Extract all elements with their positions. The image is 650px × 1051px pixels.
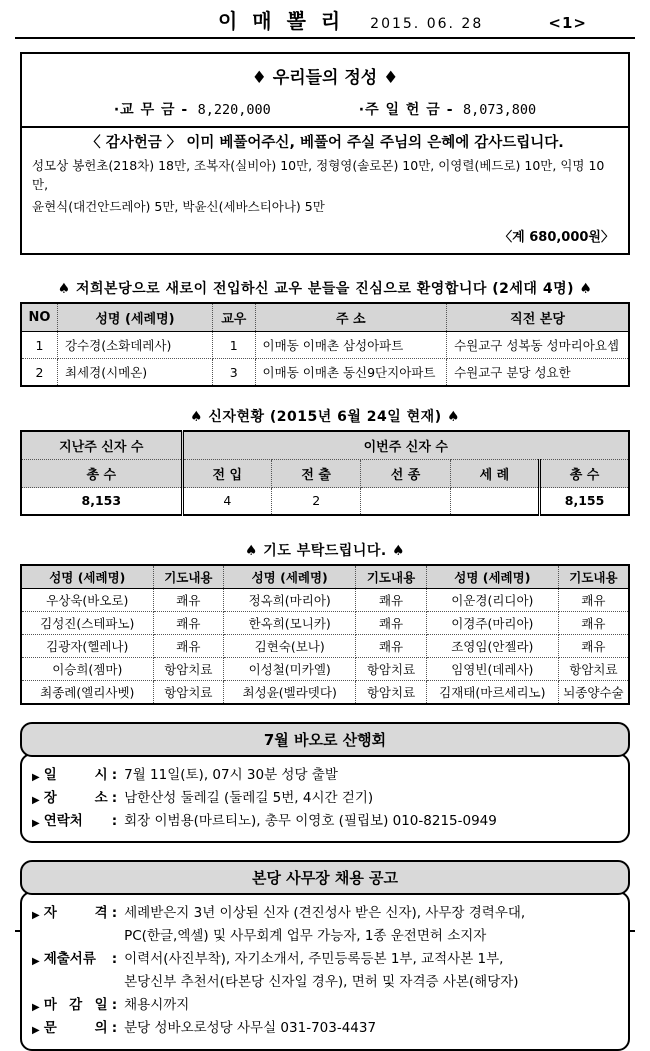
- welcome-header-row: [21, 303, 629, 332]
- detail-row-deadline: [32, 994, 616, 1017]
- welcome-table: [20, 302, 630, 387]
- thanks-offering-heading: 〈 감사헌금 〉 이미 베풀어주신, 베풀어 주실 주님의 은혜에 감사드립니다.: [86, 135, 564, 151]
- status-value-row: [21, 488, 629, 515]
- detail-value: 채용시까지: [124, 997, 190, 1014]
- bullet-icon: ▶: [32, 1002, 40, 1014]
- colon-separator: :: [111, 789, 118, 806]
- page-content: [0, 52, 650, 1051]
- cell: 최세경(시메온): [57, 359, 212, 387]
- col-header: 지난주 신자 수: [21, 431, 182, 460]
- colon-separator: :: [111, 1020, 118, 1037]
- recruit-announcement-box: [20, 860, 630, 1051]
- col-header: 이번주 신자 수: [182, 431, 629, 460]
- offering-amounts: [22, 90, 628, 126]
- col-header: 기도내용: [153, 565, 224, 589]
- table-row: [21, 611, 629, 634]
- cell: [450, 488, 539, 515]
- cell: 8,155: [540, 488, 629, 515]
- cell: 1: [213, 332, 256, 359]
- thanks-total: 〈계 680,000원〉: [499, 230, 614, 246]
- bulletin-title: 이 매 뽈 리: [218, 9, 345, 33]
- detail-row-place: [32, 787, 616, 810]
- cell: 뇌종양수술: [558, 680, 629, 704]
- cell: 쾌유: [356, 588, 427, 611]
- col-header: 전 출: [271, 460, 360, 488]
- prayer-table: [20, 564, 630, 705]
- cell: 8,153: [21, 488, 182, 515]
- colon-separator: :: [111, 997, 118, 1014]
- sunday-value: 8,073,800: [462, 102, 537, 118]
- cell: 2: [21, 359, 57, 387]
- detail-label: 장 소: [43, 789, 108, 806]
- cell: 임영빈(데레사): [426, 657, 558, 680]
- cell: 이성철(미카엘): [224, 657, 356, 680]
- sunday-amount: [359, 99, 536, 119]
- detail-value-line: 이력서(사진부착), 자기소개서, 주민등록등본 1부, 교적사본 1부,: [124, 951, 504, 968]
- recruit-box-body: [20, 891, 630, 1051]
- table-row: [21, 588, 629, 611]
- colon-separator: :: [111, 812, 118, 829]
- cell: 최성윤(벨라뎃다): [224, 680, 356, 704]
- cell: 쾌유: [558, 634, 629, 657]
- cell: 3: [213, 359, 256, 387]
- cell: 우상욱(바오로): [21, 588, 153, 611]
- cell: 김성진(스테파노): [21, 611, 153, 634]
- cell: 이승희(젬마): [21, 657, 153, 680]
- cell: 쾌유: [356, 611, 427, 634]
- col-header: 주 소: [255, 303, 447, 332]
- detail-value-line: 본당신부 추천서(타본당 신자일 경우), 면허 및 자격증 사본(해당자): [124, 974, 519, 991]
- dues-label: ·교 무 금 -: [113, 102, 189, 118]
- col-header: 성명 (세례명): [21, 565, 153, 589]
- detail-value: [124, 902, 616, 948]
- cell: 정옥희(마리아): [224, 588, 356, 611]
- cell: 강수경(소화데레사): [57, 332, 212, 359]
- cell: 쾌유: [558, 588, 629, 611]
- detail-label: 마 감 일: [43, 997, 108, 1014]
- cell: 김광자(헬레나): [21, 634, 153, 657]
- prayer-header-row: [21, 565, 629, 589]
- cell: 쾌유: [153, 634, 224, 657]
- col-header: 직전 본당: [447, 303, 629, 332]
- detail-row-datetime: [32, 764, 616, 787]
- prayer-heading: ♠ 기도 부탁드립니다. ♠: [244, 542, 406, 559]
- detail-value: 7월 11일(토), 07시 30분 성당 출발: [124, 766, 338, 783]
- thanks-donors-line: 성모상 봉헌초(218차) 18만, 조복자(실비아) 10만, 정형영(솔로몬) 10만, 이영렬(베드로) 10만, 익명 10만,: [32, 158, 605, 193]
- col-header: NO: [21, 303, 57, 332]
- bullet-icon: ▶: [32, 910, 40, 922]
- cell: 항암치료: [153, 680, 224, 704]
- hiking-box-title: 7월 바오로 산행회: [20, 722, 630, 757]
- col-header: 기도내용: [558, 565, 629, 589]
- cell: 한옥희(모니카): [224, 611, 356, 634]
- masthead: [15, 0, 635, 39]
- cell: 2: [271, 488, 360, 515]
- cell: 수원교구 성복동 성마리아요셉: [447, 332, 629, 359]
- welcome-heading: ♠ 저희본당으로 새로이 전입하신 교우 분들을 진심으로 환영합니다 (2세대 4명) ♠: [57, 281, 593, 298]
- hiking-announcement-box: [20, 722, 630, 844]
- bullet-icon: ▶: [32, 817, 40, 829]
- cell: 4: [182, 488, 271, 515]
- cell: 최종례(엘리사벳): [21, 680, 153, 704]
- detail-label: 연락처: [43, 812, 83, 829]
- table-row: [21, 332, 629, 359]
- table-row: [21, 359, 629, 387]
- cell: 항암치료: [558, 657, 629, 680]
- bullet-icon: ▶: [32, 771, 40, 783]
- issue-date: 2015. 06. 28: [370, 16, 484, 32]
- cell: 항암치료: [356, 657, 427, 680]
- cell: 쾌유: [153, 611, 224, 634]
- page-number: <1>: [548, 14, 587, 32]
- col-header: 총 수: [21, 460, 182, 488]
- detail-label: 자 격: [43, 905, 108, 922]
- offering-title: ♦ 우리들의 정성 ♦: [251, 68, 399, 88]
- cell: 수원교구 분당 성요한: [447, 359, 629, 387]
- detail-value-line: PC(한글,엑셀) 및 사무회계 업무 가능자, 1종 운전면허 소지자: [124, 928, 487, 945]
- colon-separator: :: [111, 951, 118, 968]
- thanks-offering-section: [22, 126, 628, 253]
- cell: 김현숙(보나): [224, 634, 356, 657]
- detail-value-line: 세례받은지 3년 이상된 신자 (견진성사 받은 신자), 사무장 경력우대,: [124, 905, 526, 922]
- dues-amount: [114, 99, 271, 119]
- detail-row-contact: [32, 810, 616, 833]
- status-group-header-row: [21, 431, 629, 460]
- cell: [361, 488, 450, 515]
- hiking-box-body: [20, 753, 630, 844]
- status-sub-header-row: [21, 460, 629, 488]
- detail-label: 일 시: [43, 766, 108, 783]
- status-heading: ♠ 신자현황 (2015년 6월 24일 현재) ♠: [189, 409, 461, 426]
- recruit-box-title: 본당 사무장 채용 공고: [20, 860, 630, 895]
- detail-value: [124, 948, 616, 994]
- thanks-donors-line: 윤현식(대건안드레아) 5만, 박윤신(세바스티아나) 5만: [32, 198, 325, 214]
- detail-label: 문 의: [43, 1020, 108, 1037]
- cell: 이매동 이매촌 동신9단지아파트: [255, 359, 447, 387]
- status-table: [20, 430, 630, 516]
- cell: 항암치료: [153, 657, 224, 680]
- sunday-label: ·주 일 헌 금 -: [358, 102, 454, 118]
- detail-row-qualification: [32, 902, 616, 948]
- col-header: 총 수: [540, 460, 629, 488]
- table-row: [21, 680, 629, 704]
- cell: 조영임(안젤라): [426, 634, 558, 657]
- cell: 쾌유: [153, 588, 224, 611]
- table-row: [21, 657, 629, 680]
- cell: 이매동 이매촌 삼성아파트: [255, 332, 447, 359]
- colon-separator: :: [111, 766, 118, 783]
- colon-separator: :: [111, 905, 118, 922]
- table-row: [21, 634, 629, 657]
- bullet-icon: ▶: [32, 794, 40, 806]
- detail-label: 제출서류: [43, 951, 96, 968]
- detail-value: 분당 성바오로성당 사무실 031-703-4437: [124, 1020, 377, 1037]
- cell: 이경주(마리아): [426, 611, 558, 634]
- col-header: 전 입: [182, 460, 271, 488]
- col-header: 기도내용: [356, 565, 427, 589]
- col-header: 성명 (세례명): [426, 565, 558, 589]
- cell: 항암치료: [356, 680, 427, 704]
- cell: 1: [21, 332, 57, 359]
- offering-box: [20, 52, 630, 255]
- cell: 이운경(리디아): [426, 588, 558, 611]
- col-header: 선 종: [361, 460, 450, 488]
- detail-row-documents: [32, 948, 616, 994]
- cell: 쾌유: [558, 611, 629, 634]
- col-header: 성명 (세례명): [57, 303, 212, 332]
- detail-value: 남한산성 둘레길 (둘레길 5번, 4시간 걷기): [124, 789, 374, 806]
- col-header: 교우: [213, 303, 256, 332]
- cell: 쾌유: [356, 634, 427, 657]
- dues-value: 8,220,000: [197, 102, 271, 118]
- col-header: 성명 (세례명): [224, 565, 356, 589]
- cell: 김재태(마르세리노): [426, 680, 558, 704]
- detail-value: 회장 이범용(마르티노), 총무 이영호 (필립보) 010-8215-0949: [124, 812, 497, 829]
- col-header: 세 례: [450, 460, 539, 488]
- bullet-icon: ▶: [32, 1025, 40, 1037]
- bullet-icon: ▶: [32, 956, 40, 968]
- detail-row-inquiry: [32, 1017, 616, 1040]
